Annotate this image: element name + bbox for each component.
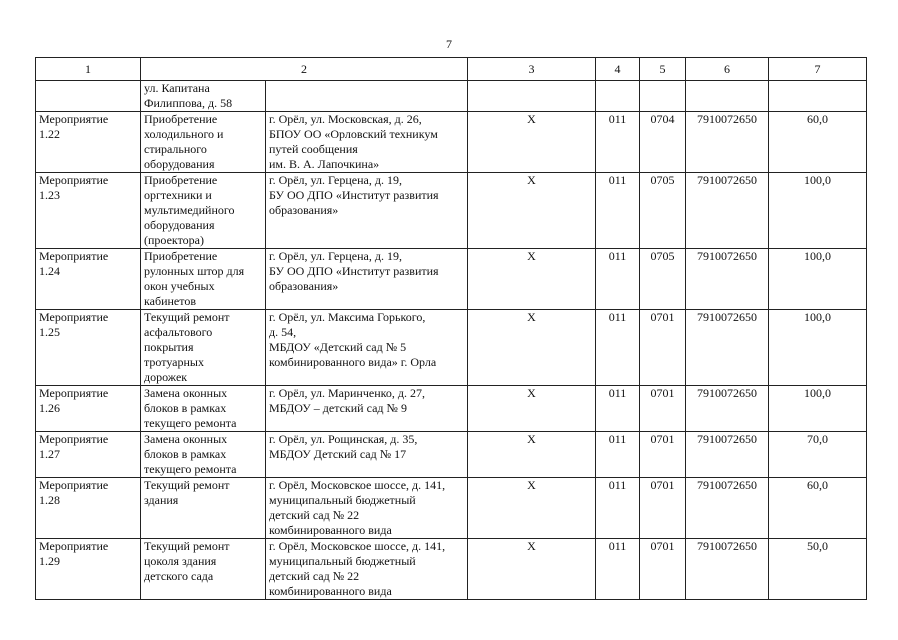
col6-cell: 7910072650 [686, 478, 769, 539]
col4-cell: 011 [596, 432, 640, 478]
continuation-col4-cell [596, 81, 640, 112]
address-cell: г. Орёл, ул. Рощинская, д. 35, МБДОУ Детский сад № 17 [266, 432, 468, 478]
header-col-2: 2 [141, 58, 468, 81]
col5-cell: 0705 [640, 249, 686, 310]
event-cell: Мероприятие 1.27 [36, 432, 141, 478]
event-cell: Мероприятие 1.22 [36, 112, 141, 173]
continuation-col6-cell [686, 81, 769, 112]
name-cell: Текущий ремонт здания [141, 478, 266, 539]
table-row [36, 249, 867, 310]
name-cell: Текущий ремонт цоколя здания детского сада [141, 539, 266, 600]
address-cell: г. Орёл, Московское шоссе, д. 141, муниципальный бюджетный детский сад № 22 комбинированного вида [266, 478, 468, 539]
amount-cell: 100,0 [769, 173, 867, 249]
event-cell: Мероприятие 1.29 [36, 539, 141, 600]
header-col-4: 4 [596, 58, 640, 81]
event-cell: Мероприятие 1.26 [36, 386, 141, 432]
col4-cell: 011 [596, 310, 640, 386]
address-cell: г. Орёл, ул. Московская, д. 26, БПОУ ОО «Орловский техникум путей сообщения им. В. А. Лапочкина» [266, 112, 468, 173]
col5-cell: 0705 [640, 173, 686, 249]
table-row [36, 432, 867, 478]
col5-cell: 0701 [640, 310, 686, 386]
amount-cell: 50,0 [769, 539, 867, 600]
address-cell: г. Орёл, Московское шоссе, д. 141, муниципальный бюджетный детский сад № 22 комбинированного вида [266, 539, 468, 600]
col4-cell: 011 [596, 539, 640, 600]
event-cell: Мероприятие 1.28 [36, 478, 141, 539]
table-row [36, 386, 867, 432]
col5-cell: 0701 [640, 478, 686, 539]
address-cell: г. Орёл, ул. Маринченко, д. 27, МБДОУ – детский сад № 9 [266, 386, 468, 432]
continuation-empty-cell [266, 81, 468, 112]
name-cell: Текущий ремонт асфальтового покрытия тротуарных дорожек [141, 310, 266, 386]
name-cell: Приобретение оргтехники и мультимедийного оборудования (проектора) [141, 173, 266, 249]
col4-cell: 011 [596, 386, 640, 432]
continuation-col3-cell [468, 81, 596, 112]
amount-cell: 100,0 [769, 249, 867, 310]
col6-cell: 7910072650 [686, 249, 769, 310]
amount-cell: 100,0 [769, 386, 867, 432]
table-row [36, 478, 867, 539]
table-row [36, 310, 867, 386]
col3-cell: Х [468, 386, 596, 432]
header-col-5: 5 [640, 58, 686, 81]
col6-cell: 7910072650 [686, 173, 769, 249]
col6-cell: 7910072650 [686, 432, 769, 478]
continuation-event-cell [36, 81, 141, 112]
col5-cell: 0701 [640, 386, 686, 432]
continuation-address-cell: ул. Капитана Филиппова, д. 58 [141, 81, 266, 112]
col5-cell: 0701 [640, 539, 686, 600]
col3-cell: Х [468, 112, 596, 173]
table-row [36, 112, 867, 173]
col5-cell: 0704 [640, 112, 686, 173]
table-row [36, 539, 867, 600]
name-cell: Приобретение рулонных штор для окон учебных кабинетов [141, 249, 266, 310]
continuation-row [36, 81, 867, 112]
amount-cell: 60,0 [769, 478, 867, 539]
event-cell: Мероприятие 1.23 [36, 173, 141, 249]
continuation-col7-cell [769, 81, 867, 112]
continuation-col5-cell [640, 81, 686, 112]
col6-cell: 7910072650 [686, 539, 769, 600]
table-row [36, 173, 867, 249]
address-cell: г. Орёл, ул. Герцена, д. 19, БУ ОО ДПО «Институт развития образования» [266, 173, 468, 249]
name-cell: Приобретение холодильного и стирального оборудования [141, 112, 266, 173]
header-col-7: 7 [769, 58, 867, 81]
name-cell: Замена оконных блоков в рамках текущего ремонта [141, 432, 266, 478]
col3-cell: Х [468, 478, 596, 539]
event-cell: Мероприятие 1.25 [36, 310, 141, 386]
amount-cell: 100,0 [769, 310, 867, 386]
page-number: 7 [446, 37, 452, 51]
header-col-3: 3 [468, 58, 596, 81]
amount-cell: 70,0 [769, 432, 867, 478]
col3-cell: Х [468, 249, 596, 310]
col6-cell: 7910072650 [686, 310, 769, 386]
address-cell: г. Орёл, ул. Максима Горького, д. 54, МБДОУ «Детский сад № 5 комбинированного вида» г. Орла [266, 310, 468, 386]
col4-cell: 011 [596, 173, 640, 249]
event-cell: Мероприятие 1.24 [36, 249, 141, 310]
col6-cell: 7910072650 [686, 112, 769, 173]
name-cell: Замена оконных блоков в рамках текущего ремонта [141, 386, 266, 432]
col4-cell: 011 [596, 478, 640, 539]
header-col-6: 6 [686, 58, 769, 81]
col6-cell: 7910072650 [686, 386, 769, 432]
header-col-1: 1 [36, 58, 141, 81]
budget-table [35, 57, 867, 600]
header-row [36, 58, 867, 81]
col3-cell: Х [468, 173, 596, 249]
col3-cell: Х [468, 432, 596, 478]
col5-cell: 0701 [640, 432, 686, 478]
col4-cell: 011 [596, 249, 640, 310]
col3-cell: Х [468, 310, 596, 386]
amount-cell: 60,0 [769, 112, 867, 173]
col3-cell: Х [468, 539, 596, 600]
address-cell: г. Орёл, ул. Герцена, д. 19, БУ ОО ДПО «Институт развития образования» [266, 249, 468, 310]
col4-cell: 011 [596, 112, 640, 173]
